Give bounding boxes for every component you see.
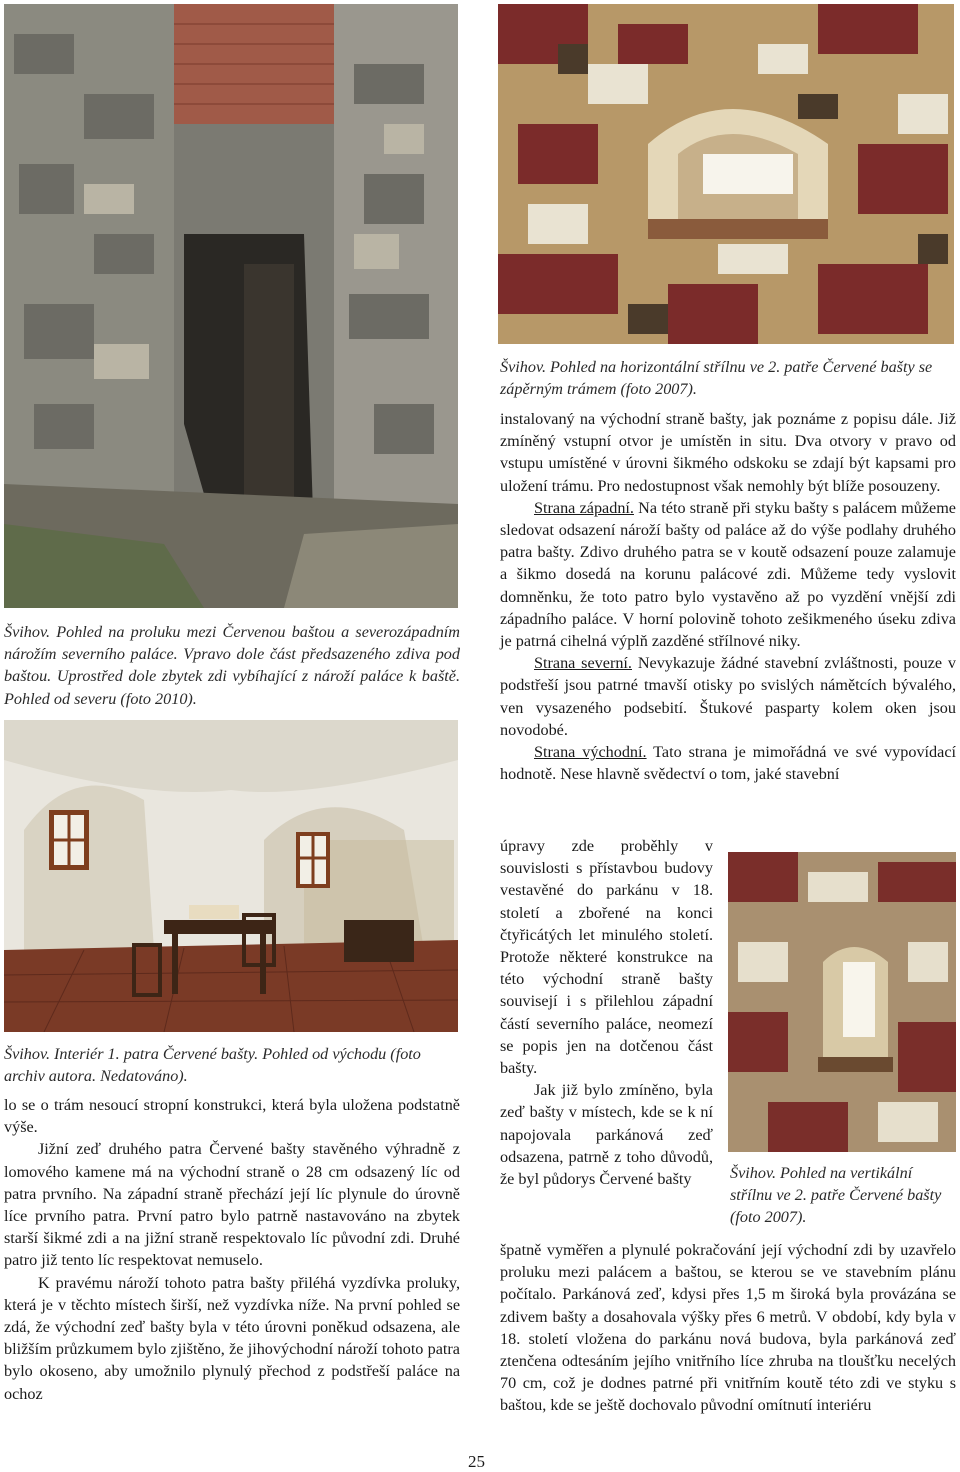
narrow-paragraph-2: Jak již bylo zmíněno, byla zeď bašty v místech, kde se k ní napojovala parkánová zeď odsazena, patrně z toho důvodů, že byl půdorys Červené bašty [500, 1081, 713, 1189]
right-paragraph-west [500, 497, 956, 652]
left-column [4, 1094, 460, 1405]
left-paragraph-2: Jižní zeď druhého patra Červené bašty stavěného výhradně z lomového kamene má na východní straně o 28 cm odsazený líc od patra prvního. Na západní straně přechází její líc plynule do úrovně líce prvního patra. První patro bylo patrně nastavováno na zbytek starší šikmé zdi a na jižní straně respektovalo líc původní zdi. Druhé patro již tento líc respektovat nemuselo. [4, 1140, 460, 1270]
right-column-bottom [500, 1239, 956, 1417]
north-text: Nevykazuje žádné stavební zvláštnosti, pouze v podstřeší jsou patrné tmavší otisky po svislých námětcích bývalého, ven vysazeného podsebití. Štukové pasparty kolem oken jsou novodobé. [500, 654, 956, 739]
page-number: 25 [468, 1452, 485, 1471]
right-paragraph-final: špatně vyměřen a plynulé pokračování její východní zdi by uzavřelo proluku mezi palácem a baštou, se kterou se ve stavebním plánu počítalo. Parkánová zeď, kdysi přes 1,5 m široká byla provázána se zdivem bašty a dosahovala výšky přes 6 metrů. V období, kdy byla v 18. století vložena do parkánu nová budova, byla parkánová zeď ztenčena odtesáním jejího vnitřního líce zhruba na tloušťku necelých 70 cm, což je dodnes patrné při vnitřním koutě této zdi ve styku s baštou, kde se ještě dochovalo původní omítnutí interiéru [500, 1241, 956, 1415]
heading-north: Strana severní. [534, 654, 632, 673]
west-text: Na této straně při styku bašty s palácem můžeme sledovat odsazení nároží bašty od paláce až do výše podlahy druhého patra bašty. Zdivo druhého patra se v koutě odsazení pouze zalamuje a šikmo dosedá na korunu palácové zdi. Můžeme tedy vyslovit domněnku, že toto patro bylo vystavěno až po vyzdění vnější zdi západního paláce. V horní polovině tohoto zešikmeného úseku zdiva je patrná cihelná výplň zazděné střílnové niky. [500, 498, 956, 651]
right-paragraph-east [500, 741, 956, 785]
right-column-narrow [500, 835, 713, 1190]
photo-interior [4, 720, 458, 1032]
left-paragraph-3: K pravému nároží tohoto patra bašty přiléhá vyzdívka proluky, která je v těchto místech širší, než vyzdívka níže. Na první pohled se zdá, že východní zeď bašty byla v této úrovni poněkud odsazena, ale bližším průzkumem bylo zjištěno, že jihovýchodní nároží tohoto patra bylo okoseno, aby umožnilo plynulý přechod z podstřeší paláce na ochoz [4, 1273, 460, 1403]
photo-proluka [4, 4, 458, 608]
caption-photo4: Švihov. Pohled na vertikální střílnu ve 2. patře Červené bašty (foto 2007). [730, 1164, 942, 1227]
caption-photo3: Švihov. Pohled na horizontální střílnu ve 2. patře Červené bašty se zápěrným trámem (foto 2007). [500, 358, 933, 399]
right-paragraph-north [500, 652, 956, 741]
east-narrow-text: úpravy zde proběhly v souvislosti s přístavbou budovy vestavěné do parkánu v 18. století a zbořené na konci čtyřicátých let minulého století. Protože některé konstrukce na této východní straně bašty souvisejí i s přilehlou západní částí severního paláce, neomezí se popis jen na dotčenou část bašty. [500, 837, 713, 1078]
photo-vertical-loophole [728, 852, 956, 1152]
right-paragraph-1: instalovaný na východní straně bašty, jak poznáme z popisu dále. Již zmíněný vstupní otvor je umístěn in situ. Dva otvory v pravo od vstupu umístěné v úrovni šikmého odskoku se zdají být kapsami pro uložení trámu. Pro nedostupnost však nemohly být blíže posouzeny. [500, 410, 956, 495]
heading-east: Strana východní. [534, 743, 647, 762]
caption-photo1: Švihov. Pohled na proluku mezi Červenou baštou a severozápadním nárožím severního paláce. Vpravo dole část předsazeného zdiva pod baštou. Uprostřed dole zbytek zdi vybíhající z nároží paláce k baště. Pohled od severu (foto 2010). [4, 623, 460, 708]
heading-west: Strana západní. [534, 498, 634, 517]
photo-horizontal-loophole [498, 4, 954, 344]
east-text: Tato strana je mimořádná ve své vypovídací hodnotě. Nese hlavně svědectví o tom, jaké stavební [500, 743, 956, 784]
caption-photo2: Švihov. Interiér 1. patra Červené bašty. Pohled od východu (foto archiv autora. Nedatováno). [4, 1045, 421, 1086]
left-paragraph-1: lo se o trám nesoucí stropní konstrukci, která byla uložena podstatně výše. [4, 1096, 460, 1137]
right-column-top [500, 408, 956, 785]
